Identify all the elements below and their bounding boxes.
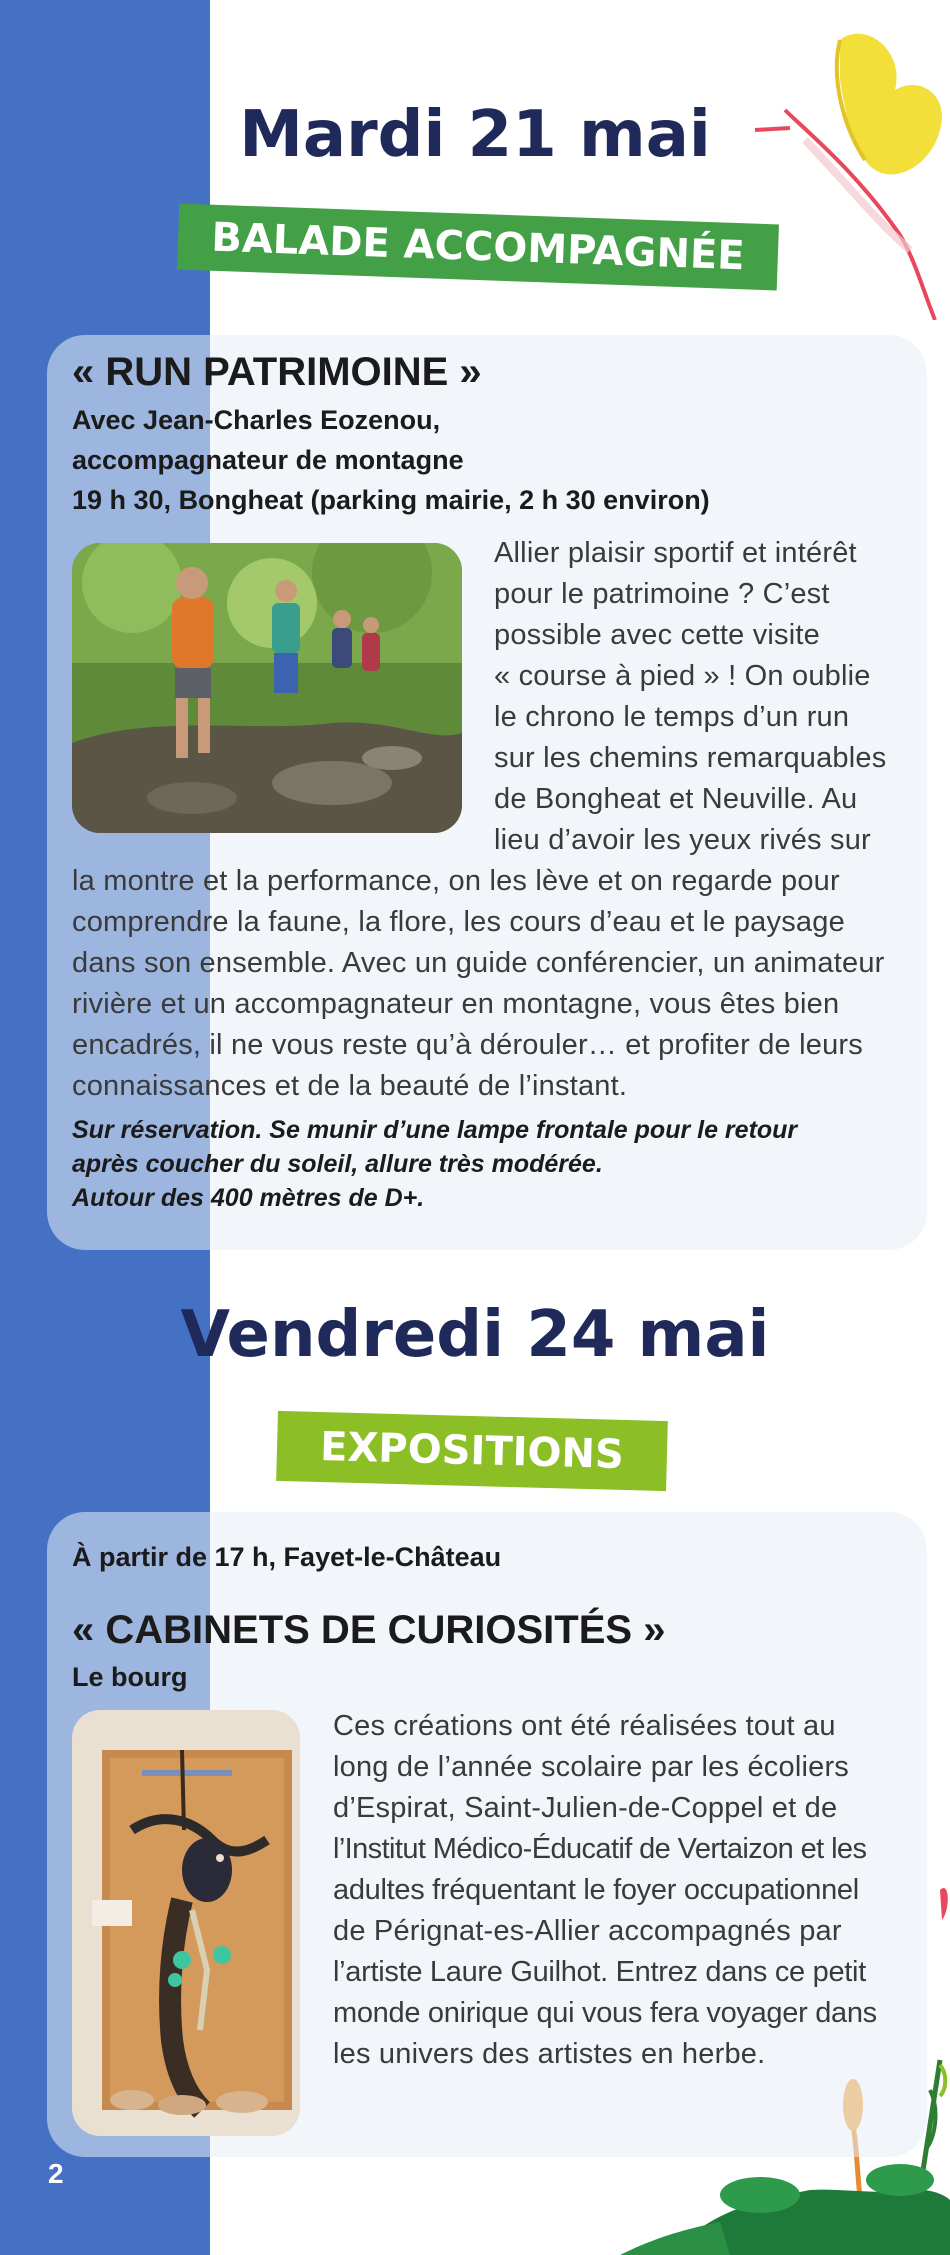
event-subtitle-line: accompagnateur de montagne: [72, 445, 464, 475]
body-line: possible avec cette visite: [494, 619, 820, 651]
event-date: Vendredi 24 mai: [180, 1298, 770, 1372]
note-line: après coucher du soleil, allure très modérée.: [72, 1150, 603, 1178]
event-subtitle-line: 19 h 30, Bongheat (parking mairie, 2 h 30 environ): [72, 485, 710, 515]
body-line: d’Espirat, Saint-Julien-de-Coppel et de: [333, 1792, 838, 1824]
event-subtitle-line: Avec Jean-Charles Eozenou,: [72, 405, 441, 435]
body-line: long de l’année scolaire par les écoliers: [333, 1751, 849, 1783]
body-line: Allier plaisir sportif et intérêt: [494, 537, 857, 569]
curiosity-cabinet-artwork-photo: [72, 1710, 300, 2136]
body-line: « course à pied » ! On oublie: [494, 660, 871, 692]
event-body-wrap: [494, 533, 914, 861]
body-line: les univers des artistes en herbe.: [333, 2038, 766, 2070]
body-line: Ces créations ont été réalisées tout au: [333, 1710, 836, 1742]
body-line: l’Institut Médico-Éducatif de Vertaizon et les: [333, 1833, 867, 1865]
event-notes: [72, 1113, 912, 1215]
body-line: de Bongheat et Neuville. Au: [494, 783, 858, 815]
body-line: dans son ensemble. Avec un guide conférencier, un animateur: [72, 947, 885, 979]
category-ribbon: EXPOSITIONS: [276, 1411, 668, 1491]
body-line: le chrono le temps d’un run: [494, 701, 850, 733]
event-body-full: [72, 861, 932, 1107]
body-line: la montre et la performance, on les lève et on regarde pour: [72, 865, 840, 897]
body-line: encadrés, il ne vous reste qu’à dérouler… et profiter de leurs: [72, 1029, 863, 1061]
body-line: pour le patrimoine ? C’est: [494, 578, 830, 610]
event-body: [333, 1706, 933, 2075]
body-line: monde onirique qui vous fera voyager dans: [333, 1997, 877, 2029]
category-ribbon: BALADE ACCOMPAGNÉE: [177, 204, 779, 291]
event-title: « CABINETS DE CURIOSITÉS »: [72, 1608, 666, 1652]
body-line: l’artiste Laure Guilhot. Entrez dans ce petit: [333, 1956, 866, 1988]
event-time-place: À partir de 17 h, Fayet-le-Château: [72, 1542, 502, 1572]
body-line: lieu d’avoir les yeux rivés sur: [494, 824, 871, 856]
note-line: Autour des 400 mètres de D+.: [72, 1184, 425, 1212]
event-title: « RUN PATRIMOINE »: [72, 350, 482, 394]
body-line: connaissances et de la beauté de l’instant.: [72, 1070, 628, 1102]
event-date: Mardi 21 mai: [239, 98, 711, 172]
page-number: 2: [48, 2158, 64, 2189]
trail-runners-photo: [72, 543, 462, 833]
body-line: rivière et un accompagnateur en montagne, vous êtes bien: [72, 988, 840, 1020]
body-line: adultes fréquentant le foyer occupationnel: [333, 1874, 859, 1906]
body-line: sur les chemins remarquables: [494, 742, 887, 774]
body-line: comprendre la faune, la flore, les cours d’eau et le paysage: [72, 906, 845, 938]
note-line: Sur réservation. Se munir d’une lampe frontale pour le retour: [72, 1116, 798, 1144]
event-subtitle: Le bourg: [72, 1662, 188, 1692]
body-line: de Pérignat-es-Allier accompagnés par: [333, 1915, 842, 1947]
